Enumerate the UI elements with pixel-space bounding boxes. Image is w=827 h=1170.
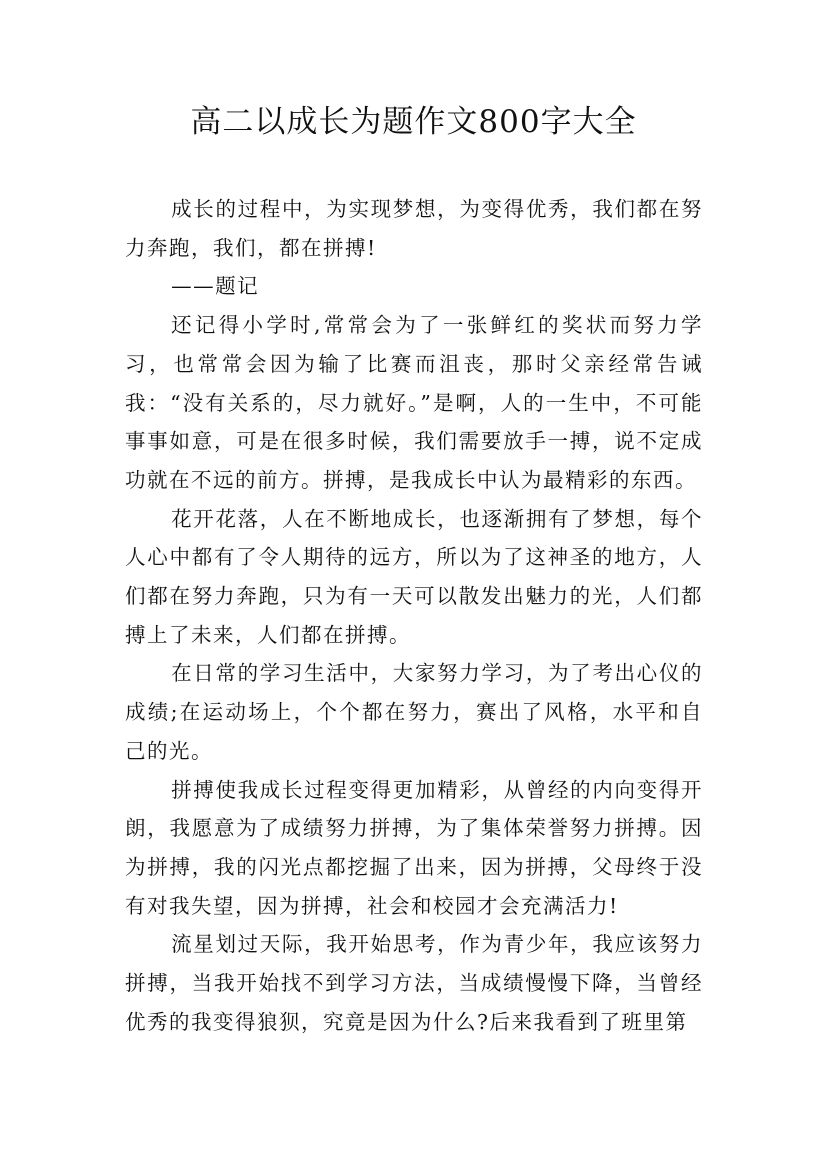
document-title: 高二以成长为题作文800字大全 — [190, 104, 637, 140]
paragraph-daily-life: 在日常的学习生活中，大家努力学习，为了考出心仪的成绩;在运动场上，个个都在努力，赛出了风格，水平和自己的光。 — [125, 661, 703, 763]
paragraph-intro: 成长的过程中，为实现梦想，为变得优秀，我们都在努力奔跑，我们，都在拼搏! — [125, 197, 703, 260]
document-body — [125, 190, 703, 1041]
paragraph-growth: 花开花落，人在不断地成长，也逐渐拥有了梦想，每个人心中都有了令人期待的远方，所以为了这神圣的地方，人们都在努力奔跑，只为有一天可以散发出魅力的光，人们都搏上了未来，人们都在拼搏。 — [125, 506, 703, 647]
paragraph-childhood: 还记得小学时,常常会为了一张鲜红的奖状而努力学习，也常常会因为输了比赛而沮丧，那时父亲经常告诫我：“没有关系的，尽力就好。”是啊，人的一生中，不可能事事如意，可是在很多时候，我们需要放手一搏，说不定成功就在不远的前方。拼搏，是我成长中认为最精彩的东西。 — [125, 313, 703, 492]
paragraph-meteor: 流星划过天际，我开始思考，作为青少年，我应该努力拼搏，当我开始找不到学习方法，当成绩慢慢下降，当曾经优秀的我变得狼狈，究竟是因为什么?后来我看到了班里第 — [125, 932, 703, 1034]
paragraph-epigraph-note: ——题记 — [171, 274, 260, 299]
paragraph-struggle: 拼搏使我成长过程变得更加精彩，从曾经的内向变得开朗，我愿意为了成绩努力拼搏，为了集体荣誉努力拼搏。因为拼搏，我的闪光点都挖掘了出来，因为拼搏，父母终于没有对我失望，因为拼搏，社会和校园才会充满活力! — [125, 777, 703, 918]
